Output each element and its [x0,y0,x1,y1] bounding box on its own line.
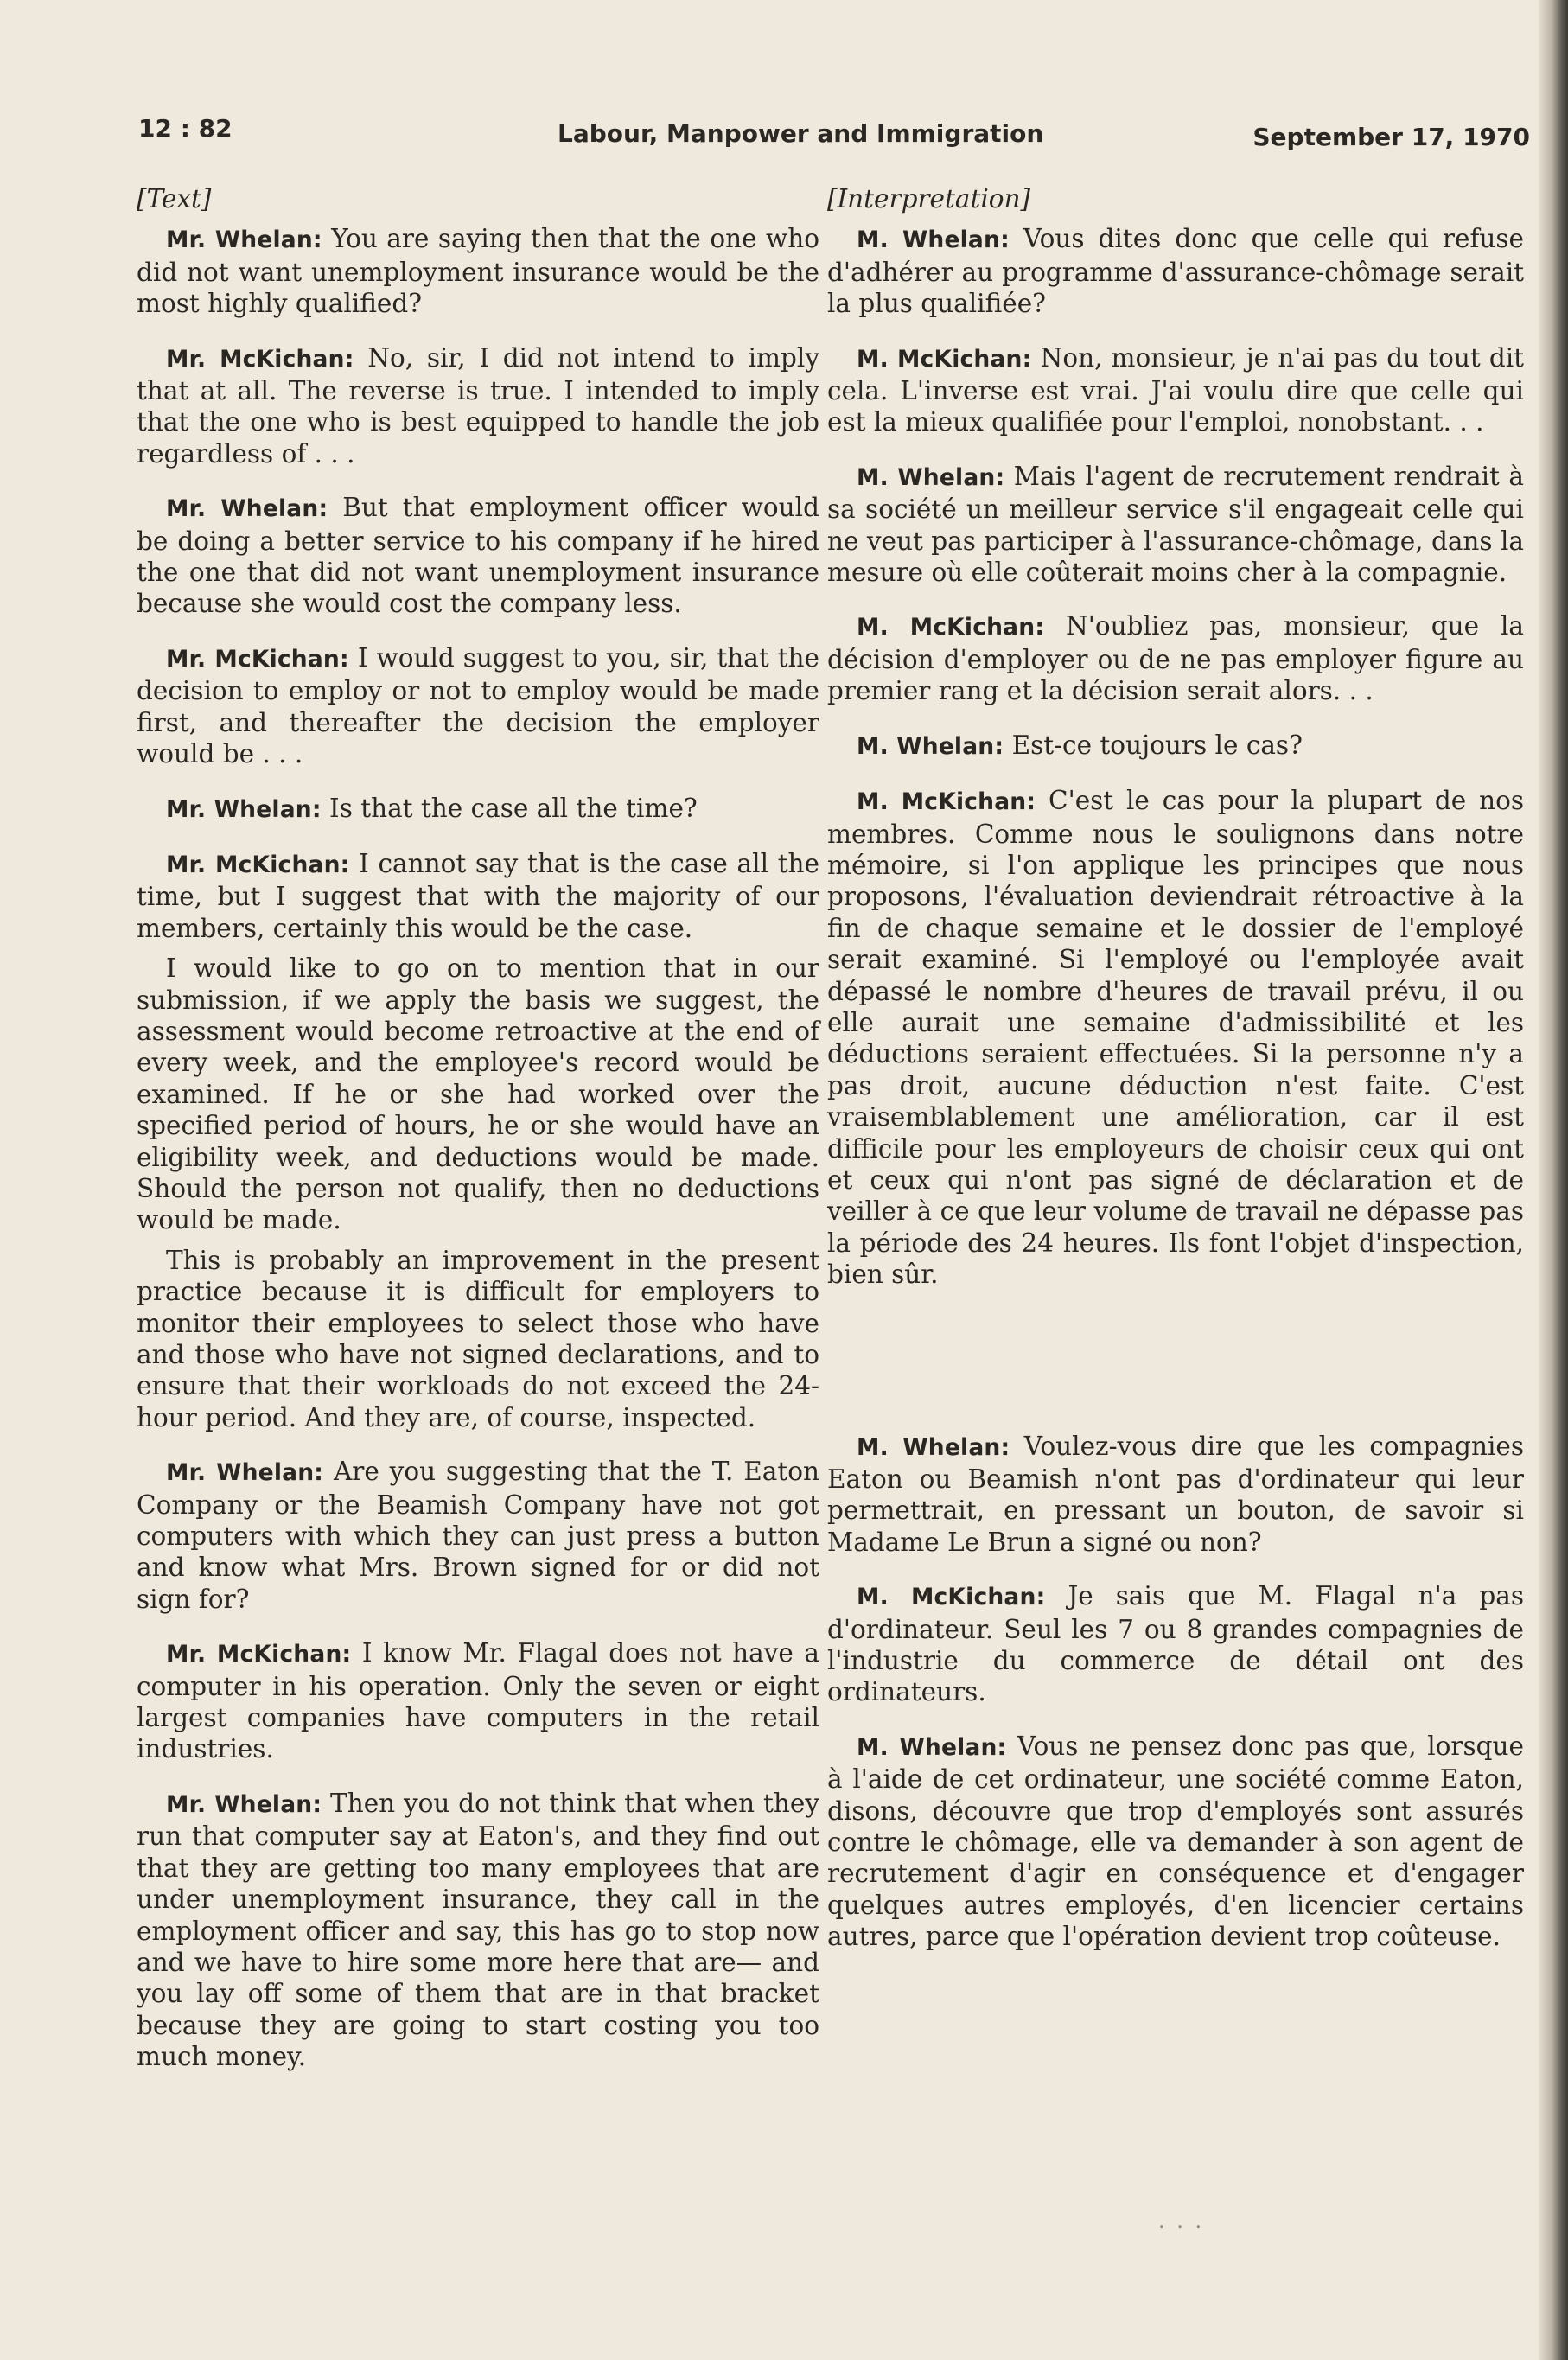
french-paragraph [827,1431,1524,1559]
english-paragraph [137,1788,819,2073]
french-section-label: [Interpretation] [827,184,1031,214]
french-paragraph [827,1731,1524,1953]
english-paragraph [137,342,819,470]
french-paragraph [827,223,1524,319]
speaker-name: M. McKichan: [857,788,1036,816]
column-gap [827,1313,1524,1431]
french-paragraph [827,610,1524,706]
speech-text: Je sais que M. Flagal n'a pas d'ordinateur. Seul les 7 ou 8 grandes compagnies de l'industrie du commerce de détail ont des ordinateurs. [827,1581,1524,1707]
speech-text: Vous dites donc que celle qui refuse d'adhérer au programme d'assurance-chômage serait la plus qualifiée? [827,224,1524,319]
page-binding-edge [1539,0,1568,2360]
speaker-name: Mr. Whelan: [166,226,322,254]
speaker-name: Mr. Whelan: [166,495,328,523]
french-paragraph [827,785,1524,1291]
speech-text: N'oubliez pas, monsieur, que la décision d'employer ou de ne pas employer figure au premier rang et la décision serait alors. . . [827,611,1524,706]
english-paragraph [137,1245,819,1433]
speaker-name: M. McKichan: [857,1584,1046,1611]
speech-text: No, sir, I did not intend to imply that at all. The reverse is true. I intended to imply that the one who is best equipped to handle the job regardless of . . . [137,342,819,469]
speech-text: Are you suggesting that the T. Eaton Company or the Beamish Company have not got computers with which they can just press a button and know what Mrs. Brown signed for or did not sign for? [137,1457,819,1614]
speaker-name: M. Whelan: [857,1733,1007,1761]
speech-text: This is probably an improvement in the present practice because it is difficult for employers to monitor their employees to select those who have and those who have not signed declarations, and to ensure that their workloads do not exceed the 24-hour period. And they are, of course, inspected. [137,1245,819,1432]
speech-text: Voulez-vous dire que les compagnies Eaton ou Beamish n'ont pas d'ordinateur qui leur permettrait, en pressant un bouton, de savoir si Madame Le Brun a signé ou non? [827,1431,1524,1557]
french-column [827,183,1524,1975]
speech-text: I would suggest to you, sir, that the decision to employ or not to employ would be made first, and thereafter the decision the employer would be . . . [137,642,819,769]
speaker-name: M. McKichan: [857,614,1045,641]
speaker-name: Mr. McKichan: [166,645,349,673]
speech-text: I would like to go on to mention that in our submission, if we apply the basis we suggest, the assessment would become retroactive at the end of every week, and the employee's record would be examined. If he or she had worked over the specified period of hours, he or she would have an eligibility week, and deductions would be made. Should the person not qualify, then no deductions would be made. [137,954,819,1235]
continuation-ellipsis: . . . [1158,2209,1205,2233]
speech-text: I cannot say that is the case all the time, but I suggest that with the majority of our members, certainly this would be the case. [137,848,820,943]
french-paragraph [827,730,1524,762]
speaker-name: Mr. McKichan: [166,345,354,373]
speech-text: Est-ce toujours le cas? [1011,730,1303,760]
page-number: 12 : 82 [138,114,233,143]
english-paragraph [137,1456,819,1615]
speaker-name: M. McKichan: [857,345,1032,373]
speech-text: But that employment officer would be doing a better service to his company if he hired the one that did not want unemployment insurance because she would cost the company less. [137,493,819,619]
committee-title: Labour, Manpower and Immigration [558,119,1044,148]
speech-text: Non, monsieur, je n'ai pas du tout dit cela. L'inverse est vrai. J'ai voulu dire que celle qui est la mieux qualifiée pour l'emploi, nonobstant. . . [827,342,1524,437]
speaker-name: M. Whelan: [857,1433,1010,1461]
speaker-name: Mr. Whelan: [166,1459,324,1487]
english-paragraph [137,1637,819,1765]
english-paragraph [137,223,819,319]
speech-text: Vous ne pensez donc pas que, lorsque à l'aide de cet ordinateur, une société comme Eaton, disons, découvre que trop d'employés sont assurés contre le chômage, elle va demander à son agent de recrutement d'agir en conséquence et d'engager quelques autres employés, d'en licencier certains autres, parce que l'opération devient trop coûteuse. [827,1731,1524,1952]
speech-text: C'est le cas pour la plupart de nos membres. Comme nous le soulignons dans notre mémoire, si l'on applique les principes que nous proposons, l'évaluation deviendrait rétroactive à la fin de chaque semaine et le dossier de l'employé serait examiné. Si l'employé ou l'employée avait dépassé le nombre d'heures de travail prévu, il ou elle aurait une semaine d'admissibilité et les déductions seraient effectuées. Si la personne n'y a pas droit, aucune déduction n'est faite. C'est vraisemblablement une amélioration, car il est difficile pour les employeurs de choisir ceux qui ont et ceux qui n'ont pas signé de déclaration et de veiller à ce que leur volume de travail ne dépasse pas la période des 24 heures. Ils font l'objet d'inspection, bien sûr. [827,786,1524,1290]
running-header [138,114,1530,157]
speech-text: Mais l'agent de recrutement rendrait à sa société un meilleur service s'il engageait celle qui ne veut pas participer à l'assurance-chômage, dans la mesure où elle coûterait moins cher à la compagnie. [827,461,1524,588]
english-column [137,183,819,2095]
french-paragraph [827,1580,1524,1708]
speech-text: I know Mr. Flagal does not have a computer in his operation. Only the seven or eight largest companies have computers in the retail industries. [137,1638,819,1764]
speaker-name: M. Whelan: [857,732,1004,760]
english-paragraph [137,492,819,620]
speaker-name: M. Whelan: [857,463,1005,491]
english-section-label: [Text] [137,184,212,214]
speech-text: You are saying then that the one who did not want unemployment insurance would be the most highly qualified? [137,224,819,319]
speech-text: Is that the case all the time? [329,793,698,823]
sitting-date: September 17, 1970 [1252,123,1530,151]
speaker-name: M. Whelan: [857,226,1010,254]
english-paragraph [137,642,819,770]
english-paragraph [137,953,819,1236]
speaker-name: Mr. McKichan: [166,1641,352,1668]
french-paragraph [827,461,1524,589]
speaker-name: Mr. McKichan: [166,851,350,878]
french-paragraph [827,342,1524,438]
speech-text: Then you do not think that when they run that computer say at Eaton's, and they find out that they are getting too many employees that are under unemployment insurance, they call in the employment officer and say, this has go to stop now and we have to hire some more here that are— and you lay off some of them that are in that bracket because they are going to start costing you too much money. [137,1788,819,2072]
english-paragraph [137,793,819,826]
speaker-name: Mr. Whelan: [166,1790,322,1818]
speaker-name: Mr. Whelan: [166,795,322,823]
english-paragraph [137,848,819,944]
